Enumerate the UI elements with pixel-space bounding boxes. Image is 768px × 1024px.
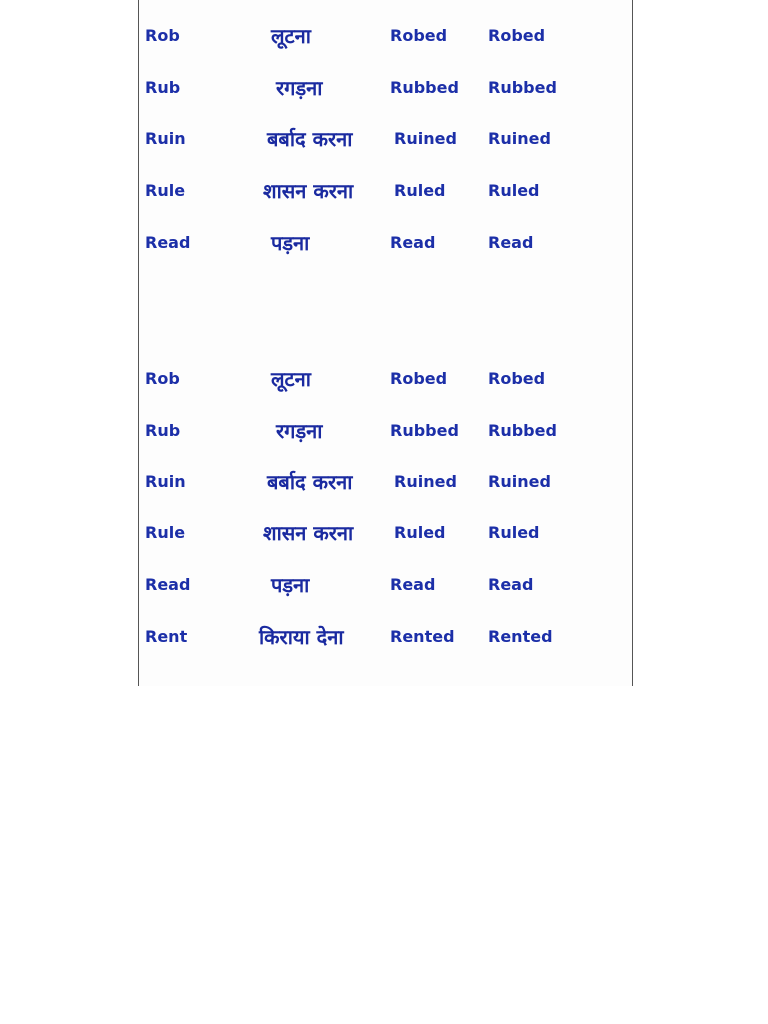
- hindi-meaning: लूटना: [271, 24, 311, 48]
- past-form: Rubbed: [390, 78, 459, 97]
- base-form: Rob: [145, 369, 180, 388]
- verb-row: [139, 124, 632, 154]
- verb-row: [139, 416, 632, 446]
- base-form: Ruin: [145, 472, 186, 491]
- past-participle: Read: [488, 575, 534, 594]
- past-form: Ruled: [394, 181, 446, 200]
- past-participle: Read: [488, 233, 534, 252]
- past-participle: Ruined: [488, 472, 551, 491]
- document-page: [138, 0, 633, 686]
- base-form: Read: [145, 575, 191, 594]
- hindi-meaning: किराया देना: [259, 625, 344, 649]
- hindi-meaning: बर्बाद करना: [267, 127, 353, 151]
- past-participle: Rubbed: [488, 421, 557, 440]
- past-form: Ruined: [394, 129, 457, 148]
- past-participle: Rented: [488, 627, 553, 646]
- past-participle: Ruled: [488, 181, 540, 200]
- verb-row: [139, 518, 632, 548]
- hindi-meaning: रगड़ना: [276, 419, 323, 443]
- past-participle: Rubbed: [488, 78, 557, 97]
- past-form: Read: [390, 233, 436, 252]
- hindi-meaning: लूटना: [271, 367, 311, 391]
- base-form: Rent: [145, 627, 188, 646]
- hindi-meaning: पड़ना: [271, 231, 310, 255]
- past-form: Read: [390, 575, 436, 594]
- base-form: Ruin: [145, 129, 186, 148]
- past-form: Ruled: [394, 523, 446, 542]
- verb-row: [139, 622, 632, 652]
- hindi-meaning: रगड़ना: [276, 76, 323, 100]
- past-participle: Ruined: [488, 129, 551, 148]
- past-form: Rubbed: [390, 421, 459, 440]
- past-form: Robed: [390, 26, 448, 45]
- verb-row: [139, 228, 632, 258]
- base-form: Rule: [145, 523, 186, 542]
- past-form: Rented: [390, 627, 455, 646]
- past-form: Robed: [390, 369, 448, 388]
- hindi-meaning: शासन करना: [263, 521, 354, 545]
- past-participle: Robed: [488, 26, 546, 45]
- hindi-meaning: शासन करना: [263, 179, 354, 203]
- past-participle: Robed: [488, 369, 546, 388]
- past-form: Ruined: [394, 472, 457, 491]
- hindi-meaning: बर्बाद करना: [267, 470, 353, 494]
- base-form: Read: [145, 233, 191, 252]
- base-form: Rub: [145, 421, 181, 440]
- verb-row: [139, 73, 632, 103]
- hindi-meaning: पड़ना: [271, 573, 310, 597]
- verb-row: [139, 21, 632, 51]
- verb-row: [139, 467, 632, 497]
- verb-row: [139, 176, 632, 206]
- past-participle: Ruled: [488, 523, 540, 542]
- verb-row: [139, 364, 632, 394]
- base-form: Rule: [145, 181, 186, 200]
- base-form: Rob: [145, 26, 180, 45]
- verb-row: [139, 570, 632, 600]
- base-form: Rub: [145, 78, 181, 97]
